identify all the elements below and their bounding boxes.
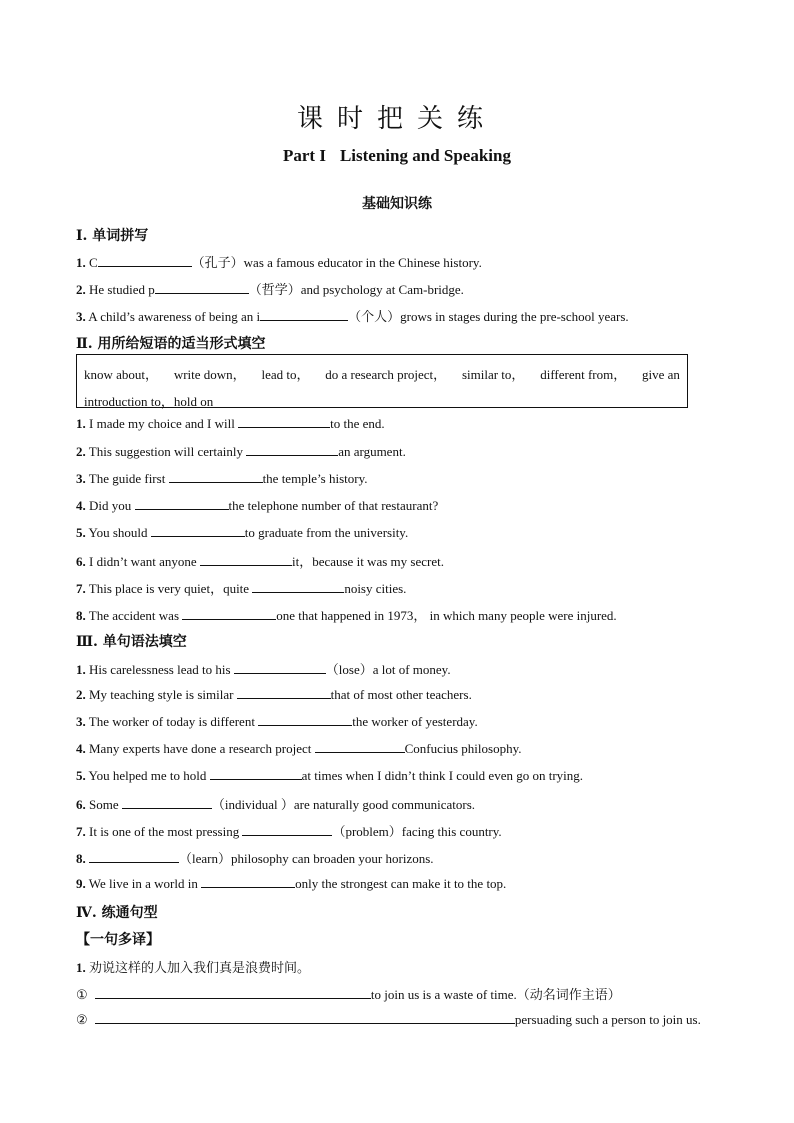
- answer-blank[interactable]: [95, 1011, 515, 1024]
- answer-blank[interactable]: [95, 986, 371, 999]
- s4-question-1: 1. 劝说这样的人加入我们真是浪费时间。: [76, 960, 311, 975]
- phrase-box-row-2: introduction to，hold on: [84, 394, 214, 409]
- section-4-heading: Ⅳ. 练通句型: [76, 905, 158, 921]
- answer-blank[interactable]: [200, 553, 292, 566]
- s2-item-1: 1. I made my choice and I will to the end.: [76, 416, 385, 431]
- part-title: [0, 146, 794, 166]
- answer-blank[interactable]: [238, 415, 330, 428]
- s2-item-7: 7. This place is very quiet，quite noisy cities.: [76, 581, 407, 596]
- section-2-heading: Ⅱ. 用所给短语的适当形式填空: [76, 336, 266, 352]
- s3-item-9: 9. We live in a world in only the strongest can make it to the top.: [76, 876, 507, 891]
- answer-blank[interactable]: [155, 281, 249, 294]
- section-label: 基础知识练: [362, 196, 432, 212]
- s3-item-2: 2. My teaching style is similar that of most other teachers.: [76, 687, 472, 702]
- part-label: Part I: [283, 146, 326, 165]
- s3-item-4: 4. Many experts have done a research project Confucius philosophy.: [76, 741, 522, 756]
- s2-item-8: 8. The accident was one that happened in 1973， in which many people were injured.: [76, 608, 617, 623]
- s1-item-3: 3. A child’s awareness of being an i （个人）grows in stages during the pre-school years.: [76, 309, 629, 324]
- answer-blank[interactable]: [201, 875, 295, 888]
- s2-item-5: 5. You should to graduate from the university.: [76, 525, 409, 540]
- answer-blank[interactable]: [242, 823, 332, 836]
- phrase-box: [76, 354, 688, 408]
- answer-blank[interactable]: [260, 308, 348, 321]
- phrase-box-row-1: know about， write down， lead to， do a research project， similar to， different from， give an: [84, 367, 680, 382]
- section-1-heading: Ⅰ. 单词拼写: [76, 228, 149, 244]
- answer-blank[interactable]: [210, 767, 302, 780]
- answer-blank[interactable]: [258, 713, 352, 726]
- page-title: 课时把关练: [296, 104, 497, 134]
- answer-blank[interactable]: [169, 470, 263, 483]
- section-3-heading: Ⅲ. 单句语法填空: [76, 634, 187, 650]
- s2-item-4: 4. Did you the telephone number of that restaurant?: [76, 498, 439, 513]
- section-4-subheading: 【一句多译】: [76, 932, 160, 948]
- answer-blank[interactable]: [135, 497, 229, 510]
- answer-blank[interactable]: [89, 850, 179, 863]
- answer-blank[interactable]: [182, 607, 276, 620]
- s1-item-1: 1. C （孔子）was a famous educator in the Chinese history.: [76, 255, 482, 270]
- answer-blank[interactable]: [246, 443, 338, 456]
- answer-blank[interactable]: [98, 254, 192, 267]
- answer-blank[interactable]: [122, 796, 212, 809]
- s4-answer-1: ① to join us is a waste of time.（动名词作主语）: [76, 987, 621, 1002]
- s2-item-2: 2. This suggestion will certainly an argument.: [76, 444, 406, 459]
- s3-item-5: 5. You helped me to hold at times when I didn’t think I could even go on trying.: [76, 768, 584, 783]
- s3-item-8: 8. （learn）philosophy can broaden your horizons.: [76, 851, 434, 866]
- answer-blank[interactable]: [151, 524, 245, 537]
- s1-item-2: 2. He studied p （哲学）and psychology at Cam-bridge.: [76, 282, 464, 297]
- s2-item-6: 6. I didn’t want anyone it，because it was my secret.: [76, 554, 444, 569]
- s3-item-6: 6. Some （individual ）are naturally good communicators.: [76, 797, 476, 812]
- answer-blank[interactable]: [234, 661, 326, 674]
- s4-answer-2: ② persuading such a person to join us.: [76, 1012, 701, 1027]
- s3-item-3: 3. The worker of today is different the worker of yesterday.: [76, 714, 478, 729]
- answer-blank[interactable]: [237, 686, 331, 699]
- answer-blank[interactable]: [315, 740, 405, 753]
- answer-blank[interactable]: [252, 580, 344, 593]
- s3-item-1: 1. His carelessness lead to his （lose）a lot of money.: [76, 662, 451, 677]
- part-name: Listening and Speaking: [339, 146, 511, 165]
- s2-item-3: 3. The guide first the temple’s history.: [76, 471, 368, 486]
- s3-item-7: 7. It is one of the most pressing （problem）facing this country.: [76, 824, 502, 839]
